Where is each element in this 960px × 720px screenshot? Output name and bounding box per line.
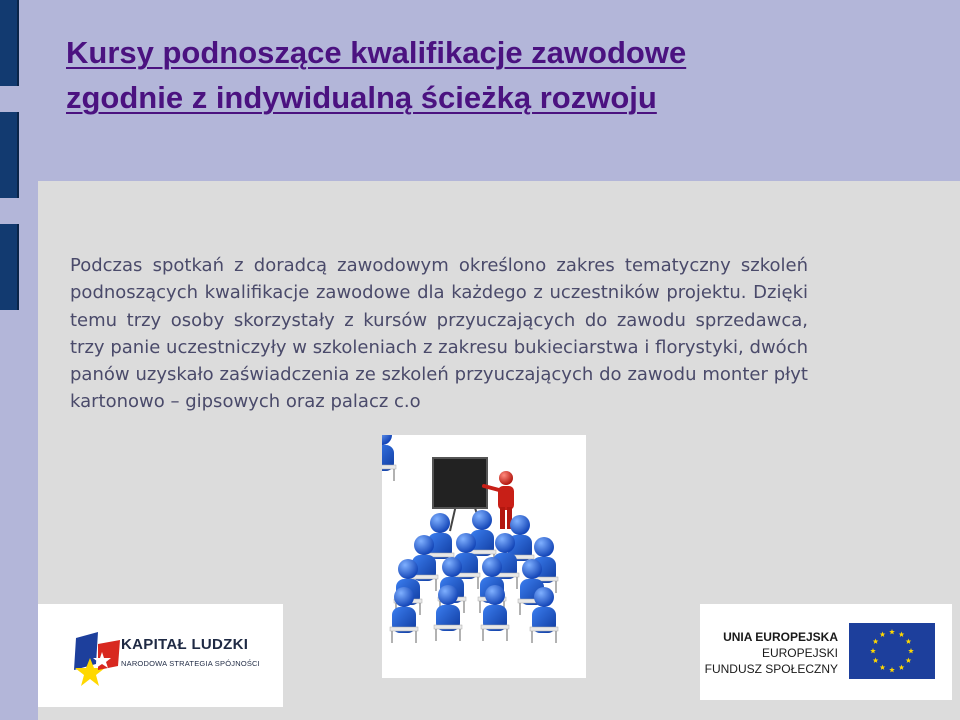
kapital-ludzki-title: KAPITAŁ LUDZKI xyxy=(121,636,249,653)
eu-logo-text xyxy=(702,629,838,677)
kapital-ludzki-logo-panel xyxy=(38,604,283,707)
side-decoration-bar xyxy=(0,0,19,86)
slide-title-line-2: zgodnie z indywidualną ścieżką rozwoju xyxy=(66,80,657,115)
body-paragraph: Podczas spotkań z doradcą zawodowym określono zakres tematyczny szkoleń podnoszących kwalifikacje zawodowe dla każdego z uczestników projektu. Dzięki temu trzy osoby skorzystały z kursów przyuczających do zawodu sprzedawca, trzy panie uczestniczyły w szkoleniach z zakresu bukieciarstwa i florystyki, dwóch panów uzyskało zaświadczenia ze szkoleń przyuczających do zawodu monter płyt kartonowo – gipsowych oraz palacz c.o xyxy=(70,255,808,413)
slide-title xyxy=(66,30,926,120)
training-illustration xyxy=(382,435,586,678)
teacher-at-blackboard-with-students-icon xyxy=(382,435,586,678)
eu-logo-line-1: UNIA EUROPEJSKA xyxy=(723,630,838,644)
eu-flag-icon xyxy=(849,623,935,679)
eu-logo-line-2: EUROPEJSKI xyxy=(761,646,838,660)
kapital-ludzki-subtitle: NARODOWA STRATEGIA SPÓJNOŚCI xyxy=(121,659,260,668)
side-decoration-bar xyxy=(0,224,19,310)
slide-title-line-1: Kursy podnoszące kwalifikacje zawodowe xyxy=(66,35,687,70)
eu-logo-line-3: FUNDUSZ SPOŁECZNY xyxy=(704,662,838,676)
side-decoration-bar xyxy=(0,112,19,198)
